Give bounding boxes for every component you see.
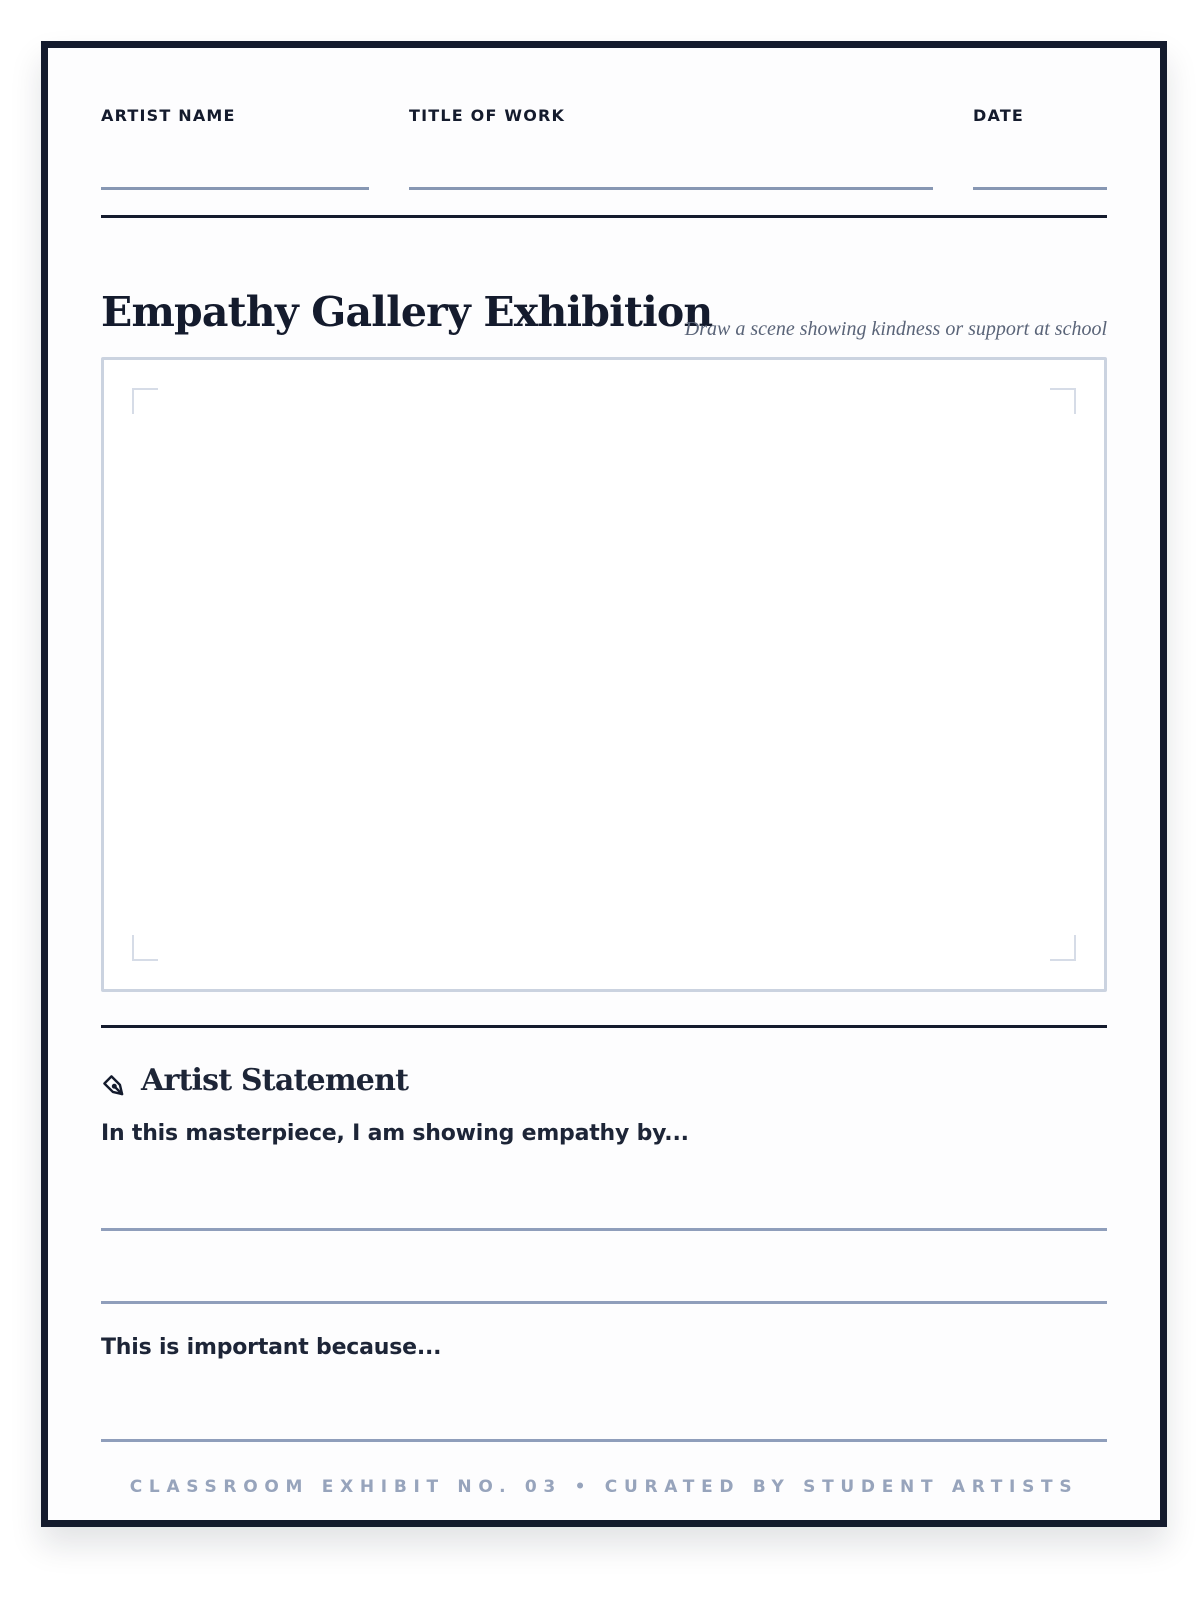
worksheet-content	[101, 48, 1107, 1520]
date-label: DATE	[973, 106, 1025, 125]
corner-mark-bottom-right	[1050, 935, 1076, 961]
corner-mark-top-right	[1050, 388, 1076, 414]
worksheet-page	[41, 41, 1167, 1527]
page-title: Empathy Gallery Exhibition	[101, 288, 713, 336]
title-row	[101, 288, 1107, 348]
date-line[interactable]	[973, 187, 1107, 190]
statement-writing-line-3[interactable]	[101, 1439, 1107, 1442]
header-divider	[101, 215, 1107, 218]
statement-divider	[101, 1025, 1107, 1028]
artist-name-label: ARTIST NAME	[101, 106, 236, 125]
artist-name-line[interactable]	[101, 187, 369, 190]
drawing-canvas[interactable]	[101, 357, 1107, 992]
pen-nib-icon	[101, 1073, 129, 1101]
corner-mark-top-left	[132, 388, 158, 414]
title-of-work-field[interactable]	[409, 106, 933, 125]
page-subtitle: Draw a scene showing kindness or support at school	[684, 318, 1107, 340]
title-of-work-line[interactable]	[409, 187, 933, 190]
artist-statement-header	[101, 1063, 1107, 1113]
date-field[interactable]	[973, 106, 1107, 125]
artist-statement-heading: Artist Statement	[141, 1063, 409, 1098]
statement-writing-line-1[interactable]	[101, 1228, 1107, 1231]
footer-caption: CLASSROOM EXHIBIT NO. 03 • CURATED BY STUDENT ARTISTS	[129, 1477, 1079, 1497]
statement-prompt-1: In this masterpiece, I am showing empathy by...	[101, 1121, 689, 1146]
title-of-work-label: TITLE OF WORK	[409, 106, 566, 125]
statement-writing-line-2[interactable]	[101, 1301, 1107, 1304]
artist-name-field[interactable]	[101, 106, 369, 125]
corner-mark-bottom-left	[132, 935, 158, 961]
statement-prompt-2: This is important because...	[101, 1335, 442, 1360]
header-fields	[101, 106, 1107, 191]
